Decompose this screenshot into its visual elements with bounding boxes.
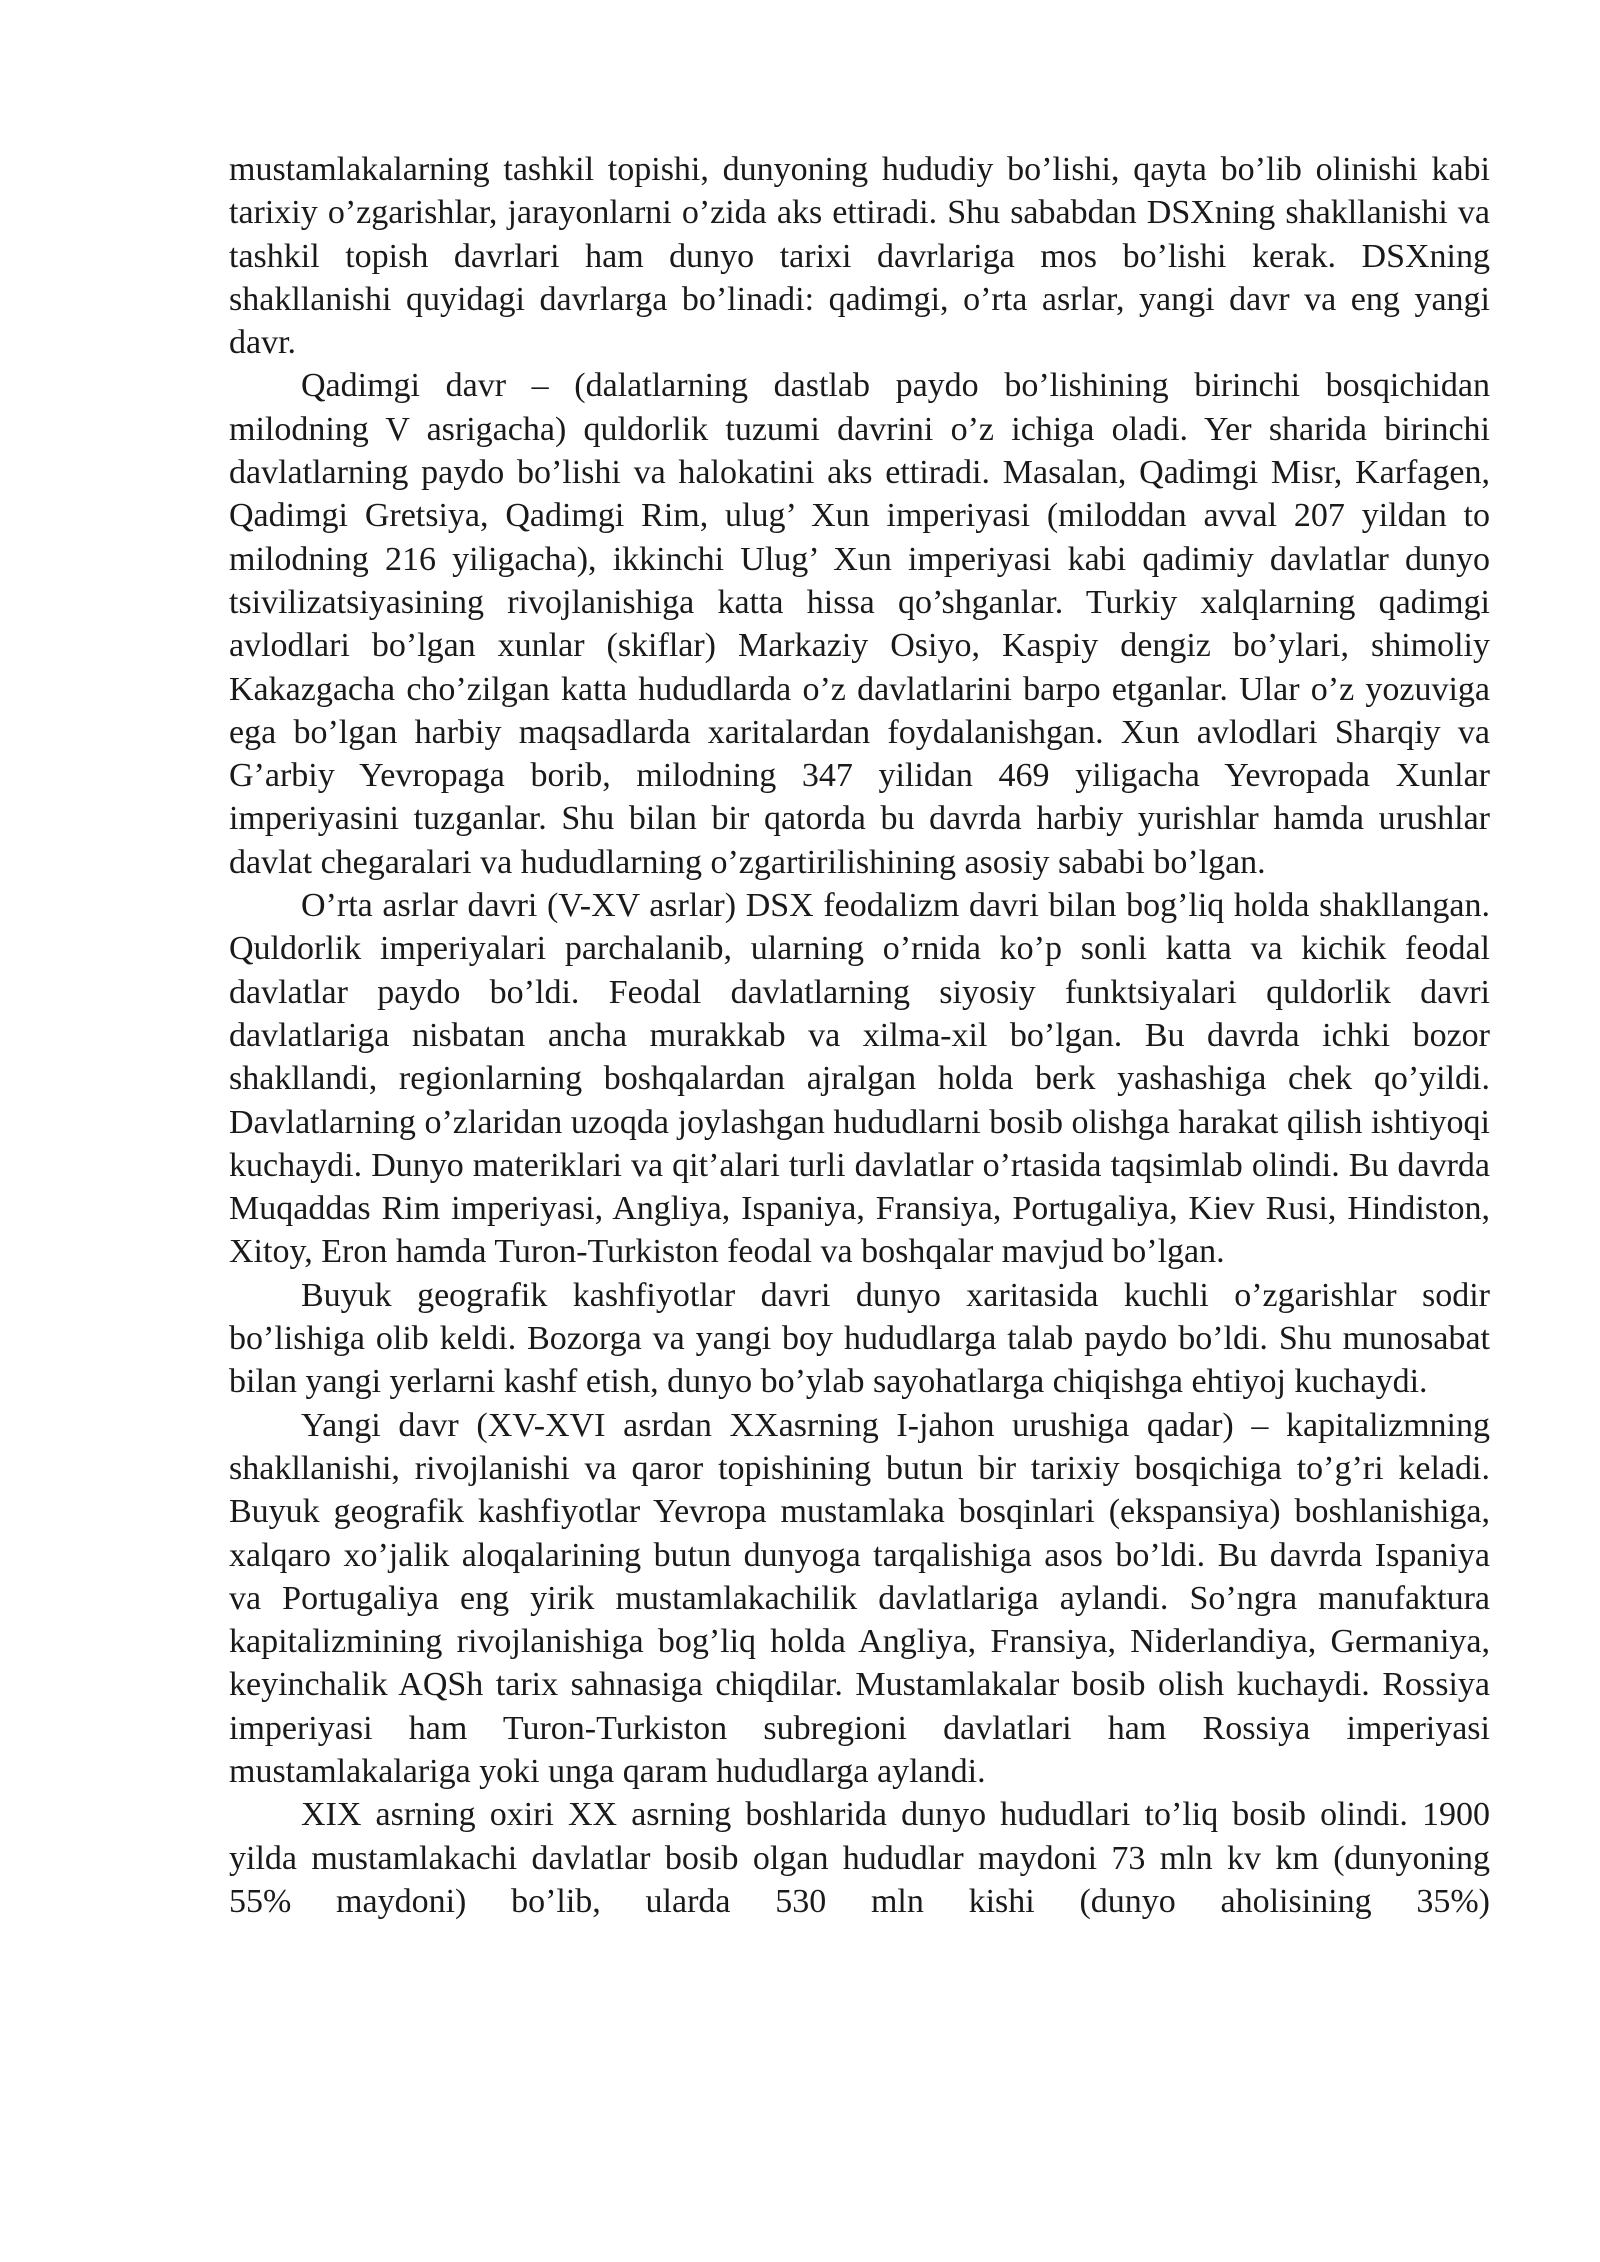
paragraph-2: Qadimgi davr – (dalatlarning dastlab paydo bo’lishining birinchi bosqichidan milodning V asrigacha) quldorlik tuzumi davrini o’z ichiga oladi. Yer sharida birinchi davlatlarning paydo bo’lishi va halokatini aks ettiradi. Masalan, Qadimgi Misr, Karfagen, Qadimgi Gretsiya, Qadimgi Rim, ulug’ Xun imperiyasi (miloddan avval 207 yildan to milodning 216 yiligacha), ikkinchi Ulug’ Xun imperiyasi kabi qadimiy davlatlar dunyo tsivilizatsiyasining rivojlanishiga katta hissa qo’shganlar. Turkiy xalqlarning qadimgi avlodlari bo’lgan xunlar (skiflar) Markaziy Osiyo, Kaspiy dengiz bo’ylari, shimoliy Kakazgacha cho’zilgan katta hududlarda o’z davlatlarini barpo etganlar. Ular o’z yozuviga ega bo’lgan harbiy maqsadlarda xaritalardan foydalanishgan. Xun avlodlari Sharqiy va G’arbiy Yevropaga borib, milodning 347 yilidan 469 yiligacha Yevropada Xunlar imperiyasini tuzganlar. Shu bilan bir qatorda bu davrda harbiy yurishlar hamda urushlar davlat chegaralari va hududlarning o’zgartirilishining asosiy sababi bo’lgan. [229,367,1490,881]
paragraph-4: Buyuk geografik kashfiyotlar davri dunyo xaritasida kuchli o’zgarishlar sodir bo’lishiga olib keldi. Bozorga va yangi boy hududlarga talab paydo bo’ldi. Shu munosabat bilan yangi yerlarni kashf etish, dunyo bo’ylab sayohatlarga chiqishga ehtiyoj kuchaydi. [229,1276,1490,1401]
paragraph-6: XIX asrning oxiri XX asrning boshlarida dunyo hududlari to’liq bosib olindi. 1900 yilda mustamlakachi davlatlar bosib olgan hududlar maydoni 73 mln kv km (dunyoning 55% maydoni) bo’lib, ularda 530 mln kishi (dunyo aholisining 35%) [229,1796,1490,1920]
paragraph-5: Yangi davr (XV-XVI asrdan XXasrning I-jahon urushiga qadar) – kapitalizmning shakllanishi, rivojlanishi va qaror topishining butun bir tarixiy bosqichiga to’g’ri keladi. Buyuk geografik kashfiyotlar Yevropa mustamlaka bosqinlari (ekspansiya) boshlanishiga, xalqaro xo’jalik aloqalarining butun dunyoga tarqalishiga asos bo’ldi. Bu davrda Ispaniya va Portugaliya eng yirik mustamlakachilik davlatlariga aylandi. So’ngra manufaktura kapitalizmining rivojlanishiga bog’liq holda Angliya, Fransiya, Niderlandiya, Germaniya, keyinchalik AQSh tarix sahnasiga chiqdilar. Mustamlakalar bosib olish kuchaydi. Rossiya imperiyasi ham Turon-Turkiston subregioni davlatlari ham Rossiya imperiyasi mustamlakalariga yoki unga qaram hududlarga aylandi. [229,1406,1490,1790]
body-text [229,148,1490,1923]
paragraph-1: mustamlakalarning tashkil topishi, dunyoning hududiy bo’lishi, qayta bo’lib olinishi kabi tarixiy o’zgarishlar, jarayonlarni o’zida aks ettiradi. Shu sababdan DSXning shakllanishi va tashkil topish davrlari ham dunyo tarixi davrlariga mos bo’lishi kerak. DSXning shakllanishi quyidagi davrlarga bo’linadi: qadimgi, o’rta asrlar, yangi davr va eng yangi davr. [229,151,1490,362]
paragraph-3: O’rta asrlar davri (V-XV asrlar) DSX feodalizm davri bilan bog’liq holda shakllangan. Quldorlik imperiyalari parchalanib, ularning o’rnida ko’p sonli katta va kichik feodal davlatlar paydo bo’ldi. Feodal davlatlarning siyosiy funktsiyalari quldorlik davri davlatlariga nisbatan ancha murakkab va xilma-xil bo’lgan. Bu davrda ichki bozor shakllandi, regionlarning boshqalardan ajralgan holda berk yashashiga chek qo’yildi. Davlatlarning o’zlaridan uzoqda joylashgan hududlarni bosib olishga harakat qilish ishtiyoqi kuchaydi. Dunyo materiklari va qit’alari turli davlatlar o’rtasida taqsimlab olindi. Bu davrda Muqaddas Rim imperiyasi, Angliya, Ispaniya, Fransiya, Portugaliya, Kiev Rusi, Hindiston, Xitoy, Eron hamda Turon-Turkiston feodal va boshqalar mavjud bo’lgan. [229,887,1490,1271]
